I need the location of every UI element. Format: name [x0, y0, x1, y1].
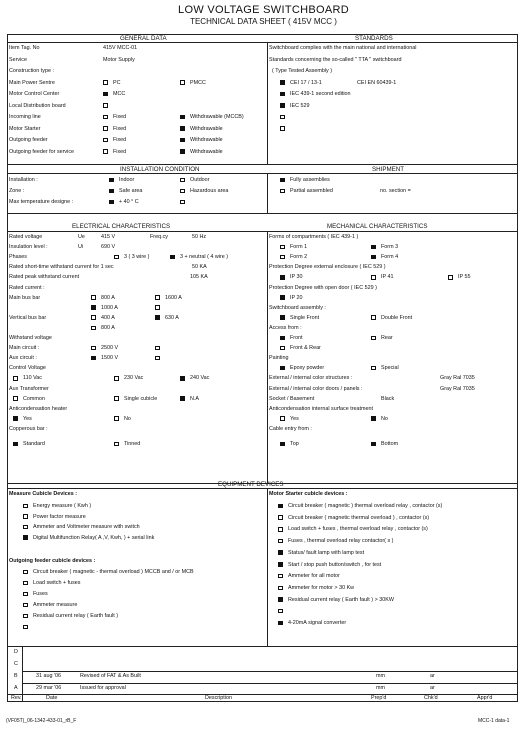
motor-starter-device-checkbox-unchecked[interactable]: [278, 574, 283, 579]
rated-voltage-label: Rated voltage: [9, 234, 43, 240]
revision-description: Revised of FAT & As Built: [80, 673, 141, 679]
form-opt-label: Form 2: [290, 254, 308, 261]
external-protection-opt-label: IP 41: [381, 274, 394, 281]
form-opt-checkbox-unchecked[interactable]: [280, 245, 285, 250]
short-time-current-label: Rated short-time withstand current for 1 sec: [9, 264, 114, 271]
revision-prepared: mm: [376, 673, 385, 679]
control-voltage-opt-label: 240 Vac: [190, 375, 210, 382]
page-title: LOW VOLTAGE SWITCHBOARD: [178, 4, 349, 16]
installation-opt-label: Hazardous area: [190, 188, 229, 194]
form-opt-label: Form 1: [290, 244, 308, 251]
general-row-value: Motor Supply: [103, 56, 135, 63]
control-voltage-opt-label: 230 Vac: [124, 375, 144, 382]
installation-row-label: Max temperature designe :: [9, 199, 74, 205]
installation-opt-label: + 40 ° C: [119, 199, 139, 205]
aux-circuit-alt-checkbox-unchecked[interactable]: [155, 356, 160, 361]
general-row-label: Item Tag. No: [9, 45, 40, 51]
revision-header-line: [8, 694, 517, 695]
phases-opt-checkbox-checked[interactable]: [170, 255, 175, 260]
general-row-label: Construction type :: [9, 68, 54, 74]
motor-starter-device-checkbox-checked[interactable]: [278, 597, 283, 602]
installation-opt-label: Indoor: [119, 177, 135, 183]
outgoing-device-checkbox-unchecked[interactable]: [23, 603, 28, 608]
assembly-label: Switchboard assembly :: [269, 304, 326, 311]
main-bus-opt-checkbox-unchecked[interactable]: [155, 295, 160, 300]
cable-entry-label: Cable entry from :: [269, 425, 312, 432]
assembly-opt-label: Double Front: [381, 314, 413, 321]
standards-item-checkbox-unchecked[interactable]: [280, 115, 285, 120]
external-protection-label: Protection Degree external enclosure ( IEC 529 ): [269, 264, 386, 271]
general-opt-checkbox-checked[interactable]: [180, 138, 185, 143]
cable-entry-opt-label: Top: [290, 441, 299, 448]
control-voltage-opt-checkbox-unchecked[interactable]: [114, 376, 119, 381]
access-label: Access from :: [269, 324, 302, 331]
installation-opt-checkbox-unchecked[interactable]: [180, 189, 185, 194]
cable-entry-opt-label: Bottom: [381, 441, 399, 448]
general-opt-label: Withdrawable: [190, 125, 223, 132]
footer-sheet-ref: MCC-1 data-1: [478, 718, 510, 724]
main-bus-opt-label: 800 A: [101, 294, 115, 301]
aux-circuit-label: Aux circuit :: [9, 355, 37, 362]
equipment-divider: [267, 488, 268, 646]
electrical-mechanical-divider: [267, 231, 268, 483]
open-door-protection-opt-checkbox-checked[interactable]: [280, 295, 285, 300]
form-opt-label: Form 3: [381, 244, 399, 251]
socket-value: Black: [381, 395, 395, 402]
measure-device-label: Digital Multifunction Relay( A ,V, Kwh, ) + serial link: [33, 534, 155, 541]
installation-opt-checkbox-unchecked[interactable]: [180, 200, 185, 205]
external-protection-opt-checkbox-unchecked[interactable]: [448, 275, 453, 280]
main-circuit-label: Main circuit :: [9, 345, 40, 352]
motor-starter-device-checkbox-checked[interactable]: [278, 621, 283, 626]
motor-starter-device-label: Residual current relay ( Earth fault ) > 30KW: [288, 596, 394, 603]
measure-device-checkbox-unchecked[interactable]: [23, 525, 28, 530]
revision-prepared: mm: [376, 685, 385, 691]
measure-cubicle-title: Measure Cubicle Devices :: [9, 491, 78, 497]
control-voltage-opt-label: 110 Vac: [23, 375, 42, 382]
access-opt-label: Front & Rear: [290, 345, 321, 352]
revision-checked: ar: [430, 673, 435, 679]
rated-voltage-value: 415 V: [101, 234, 116, 240]
door-color-value: Gray Ral 7035: [440, 385, 475, 392]
painting-opt-label: Special: [381, 365, 399, 372]
shipment-header: SHIPMENT: [372, 166, 404, 173]
revision-letter: D: [14, 649, 18, 655]
outgoing-device-label: Ammeter measure: [33, 602, 78, 608]
general-opt-checkbox-unchecked[interactable]: [103, 138, 108, 143]
access-opt-checkbox-unchecked[interactable]: [371, 336, 376, 341]
motor-starter-device-checkbox-unchecked[interactable]: [278, 609, 283, 614]
general-row-label: Main Power Sentre: [9, 79, 55, 86]
motor-starter-device-checkbox-checked[interactable]: [278, 562, 283, 567]
control-voltage-opt-checkbox-checked[interactable]: [180, 376, 185, 381]
peak-current-value: 105 KA: [190, 274, 208, 281]
motor-starter-device-label: Start / stop push button/switch , for test: [288, 561, 382, 568]
frequency-label: Freq.cy: [150, 234, 168, 240]
installation-opt-label: Outdoor: [190, 177, 210, 183]
shipment-item-checkbox-unchecked[interactable]: [280, 189, 285, 194]
general-opt-checkbox-checked[interactable]: [180, 115, 185, 120]
installation-opt-checkbox-checked[interactable]: [109, 178, 114, 183]
motor-starter-device-checkbox-unchecked[interactable]: [278, 515, 283, 520]
anticondensation-opt-label: Yes: [23, 415, 32, 422]
revision-col-prepared: Prep'd: [371, 694, 387, 701]
socket-label: Socket / Basement: [269, 395, 315, 402]
motor-starter-device-label: Load switch + fuses , thermal overload relay , contactor (s): [288, 526, 428, 533]
aux-transformer-opt-label: N.A: [190, 395, 199, 402]
outgoing-device-checkbox-unchecked[interactable]: [23, 625, 28, 630]
insulation-symbol: Ui: [78, 244, 84, 251]
copperous-bar-opt-label: Tinned: [124, 441, 141, 448]
phases-opt-label: 3 + neutral ( 4 wire ): [180, 254, 229, 261]
outgoing-device-checkbox-unchecked[interactable]: [23, 614, 28, 619]
motor-starter-device-label: 4-20mA signal converter: [288, 620, 347, 626]
revision-col-description: Description: [205, 694, 232, 701]
access-opt-checkbox-checked[interactable]: [280, 336, 285, 341]
main-bus-opt-label: 1600 A: [165, 294, 182, 301]
control-voltage-opt-checkbox-unchecked[interactable]: [13, 376, 18, 381]
shipment-sections: no. section =: [380, 188, 411, 194]
general-opt-label: Fixed: [113, 137, 127, 143]
control-voltage-label: Control Voltage: [9, 365, 46, 372]
page-subtitle: TECHNICAL DATA SHEET ( 415V MCC ): [190, 17, 337, 26]
general-opt-checkbox-unchecked[interactable]: [180, 80, 185, 85]
general-opt-label: Withdrawable (MCCB): [190, 114, 244, 120]
revision-description: Issued for approval: [80, 685, 126, 691]
aux-transformer-opt-label: Single cubicle: [124, 395, 158, 402]
rated-voltage-symbol: Ue: [78, 234, 85, 240]
revision-col-approved: Appr'd: [477, 694, 493, 701]
form-opt-checkbox-unchecked[interactable]: [280, 255, 285, 260]
external-protection-opt-checkbox-unchecked[interactable]: [371, 275, 376, 280]
assembly-opt-checkbox-unchecked[interactable]: [371, 315, 376, 320]
general-row-label: Motor Control Center: [9, 91, 60, 97]
outgoing-device-label: Residual current relay ( Earth fault ): [33, 613, 119, 619]
withstand-voltage-label: Withstand voltage: [9, 335, 52, 341]
phases-label: Phases: [9, 254, 27, 261]
general-opt-label: MCC: [113, 91, 126, 97]
general-opt-label: Withdrawable: [190, 137, 223, 143]
general-row-value: 415V MCC-01: [103, 45, 138, 51]
installation-opt-checkbox-unchecked[interactable]: [180, 178, 185, 183]
access-opt-label: Rear: [381, 335, 393, 341]
frequency-value: 50 Hz: [192, 234, 207, 240]
surface-treatment-opt-label: No: [381, 415, 388, 422]
revision-row-line: [22, 683, 517, 684]
general-row-label: Outgoing feeder: [9, 137, 48, 143]
outgoing-cubicle-title: Outgoing feeder cubicle devices :: [9, 558, 96, 564]
main-bus-label: Main bus bar: [9, 294, 41, 301]
general-opt-label: Fixed: [113, 125, 127, 132]
main-circuit-checkbox-unchecked[interactable]: [91, 346, 96, 351]
general-opt-label: Fixed: [113, 148, 127, 155]
footer-document-code: (VF05T)_06-1342-433-01_rB_F: [6, 718, 77, 724]
aux-transformer-opt-checkbox-unchecked[interactable]: [114, 396, 119, 401]
revision-date: 31 aug '06: [36, 673, 62, 679]
external-protection-opt-checkbox-checked[interactable]: [280, 275, 285, 280]
copperous-bar-opt-checkbox-unchecked[interactable]: [114, 442, 119, 447]
general-opt-label: Fixed: [113, 114, 127, 120]
structure-color-value: Gray Ral 7035: [440, 375, 475, 382]
copperous-bar-label: Copperous bar :: [9, 425, 48, 432]
revision-letter: B: [14, 673, 18, 679]
general-opt-label: Withdrawable: [190, 148, 223, 155]
aux-transformer-opt-label: Common: [23, 395, 45, 402]
general-opt-checkbox-checked[interactable]: [180, 126, 185, 131]
outgoing-device-checkbox-unchecked[interactable]: [23, 592, 28, 597]
revision-date: 29 mar '06: [36, 685, 62, 691]
aux-transformer-opt-checkbox-checked[interactable]: [180, 396, 185, 401]
revision-letter: A: [14, 685, 18, 691]
surface-treatment-opt-label: Yes: [290, 415, 299, 422]
painting-opt-label: Epoxy powder: [290, 365, 325, 372]
shipment-item-checkbox-checked[interactable]: [280, 178, 285, 183]
standards-item-checkbox-checked[interactable]: [280, 80, 285, 85]
section-divider: [8, 213, 517, 214]
general-opt-checkbox-checked[interactable]: [103, 92, 108, 97]
motor-starter-title: Motor Starter cubicle devices :: [269, 491, 348, 497]
shipment-item-label: Fully assemblies: [290, 177, 330, 183]
revision-letter: C: [14, 661, 18, 667]
motor-starter-device-label: Ammeter for motor > 30 Kw: [288, 584, 355, 591]
vertical-bus-opt-label: 400 A: [101, 314, 115, 321]
measure-device-checkbox-unchecked[interactable]: [23, 504, 28, 509]
main-circuit-alt-checkbox-unchecked[interactable]: [155, 346, 160, 351]
installation-row-label: Installation :: [9, 177, 38, 183]
door-color-label: External / internal color doors / panels :: [269, 385, 363, 392]
general-data-header: GENERAL DATA: [120, 35, 167, 42]
general-opt-checkbox-checked[interactable]: [180, 149, 185, 154]
general-opt-checkbox-unchecked[interactable]: [103, 80, 108, 85]
standards-header: STANDARDS: [355, 35, 393, 42]
copperous-bar-opt-label: Standard: [23, 441, 45, 448]
outgoing-device-label: Fuses: [33, 591, 48, 597]
aux-transformer-opt-checkbox-unchecked[interactable]: [13, 396, 18, 401]
cable-entry-opt-checkbox-checked[interactable]: [280, 442, 285, 447]
insulation-label: Insulation level :: [9, 244, 48, 251]
surface-treatment-opt-checkbox-checked[interactable]: [371, 416, 376, 421]
insulation-value: 690 V: [101, 244, 116, 251]
equipment-header-underline: [8, 488, 517, 489]
aux-circuit-value: 1500 V: [101, 355, 119, 362]
form-opt-label: Form 4: [381, 254, 399, 261]
standards-item-checkbox-checked[interactable]: [280, 103, 285, 108]
anticondensation-opt-checkbox-unchecked[interactable]: [114, 416, 119, 421]
form-opt-checkbox-checked[interactable]: [371, 245, 376, 250]
main-bus-opt-checkbox-unchecked[interactable]: [155, 305, 160, 310]
general-row-label: Local Distribution board: [9, 102, 66, 109]
measure-device-label: Ammeter and Voltmeter measure with switch: [33, 524, 140, 530]
general-row-label: Motor Starter: [9, 125, 41, 132]
vertical-bus-opt-label: 800 A: [101, 324, 115, 331]
installation-opt-checkbox-checked[interactable]: [109, 200, 114, 205]
vertical-bus-opt-checkbox-unchecked[interactable]: [91, 315, 96, 320]
installation-row-label: Zone :: [9, 188, 25, 194]
main-bus-opt-checkbox-unchecked[interactable]: [91, 295, 96, 300]
general-header-underline: [8, 42, 517, 43]
standards-item-label: CEI 17 / 13-1: [290, 79, 322, 86]
assembly-opt-checkbox-checked[interactable]: [280, 315, 285, 320]
painting-label: Painting: [269, 355, 289, 362]
installation-opt-label: Safe area: [119, 188, 143, 194]
standards-item-label: IEC 529: [290, 102, 310, 109]
general-opt-checkbox-unchecked[interactable]: [103, 115, 108, 120]
main-bus-opt-checkbox-checked[interactable]: [91, 305, 96, 310]
installation-header: INSTALLATION CONDITION: [120, 166, 200, 173]
main-circuit-value: 2500 V: [101, 345, 119, 352]
mechanical-header: MECHANICAL CHARACTERISTICS: [327, 223, 428, 230]
characteristics-header-underline: [8, 231, 517, 232]
motor-starter-device-checkbox-unchecked[interactable]: [278, 539, 283, 544]
installation-header-underline: [8, 173, 517, 174]
motor-starter-device-label: Circuit breaker ( magnetic ) thermal overload relay , contactor (s): [288, 503, 443, 509]
motor-starter-device-checkbox-checked[interactable]: [278, 550, 283, 555]
painting-opt-checkbox-unchecked[interactable]: [371, 366, 376, 371]
outgoing-device-checkbox-unchecked[interactable]: [23, 570, 28, 575]
standards-item-alt: CEI EN 60439-1: [357, 79, 397, 86]
motor-starter-device-checkbox-unchecked[interactable]: [278, 527, 283, 532]
motor-starter-device-label: Status/ fault lamp with lamp test: [288, 549, 365, 556]
standards-item-checkbox-unchecked[interactable]: [280, 126, 285, 131]
section-divider: [8, 646, 517, 647]
aux-transformer-label: Aux Transformer: [9, 385, 49, 392]
open-door-protection-label: Protection Degree with open door ( IEC 529 ): [269, 284, 377, 291]
form-opt-checkbox-checked[interactable]: [371, 255, 376, 260]
short-time-current-value: 50 KA: [192, 264, 207, 271]
general-opt-checkbox-unchecked[interactable]: [103, 149, 108, 154]
measure-device-label: Power factor measure: [33, 513, 86, 520]
anticondensation-label: Anticondensation heater: [9, 405, 68, 412]
peak-current-label: Rated peak withstand current: [9, 274, 80, 281]
equipment-header: EQUIPMENT DEVICES: [218, 481, 284, 488]
motor-starter-device-label: Ammeter for all motor: [288, 573, 340, 580]
datasheet-frame: [7, 34, 518, 702]
external-protection-opt-label: IP 55: [458, 274, 471, 281]
structure-color-label: External / internal color structures :: [269, 375, 353, 382]
measure-device-label: Energy measure ( Kwh ): [33, 503, 92, 509]
electrical-header: ELECTRICAL CHARACTERISTICS: [72, 223, 171, 230]
anticondensation-opt-checkbox-checked[interactable]: [13, 416, 18, 421]
open-door-protection-opt-label: IP 20: [290, 294, 303, 301]
outgoing-device-label: Load switch + fuses: [33, 580, 81, 586]
revision-row-line: [22, 671, 517, 672]
motor-starter-device-checkbox-unchecked[interactable]: [278, 586, 283, 591]
standards-item-checkbox-checked[interactable]: [280, 92, 285, 97]
general-standards-divider: [267, 42, 268, 164]
general-opt-label: PMCC: [190, 79, 206, 86]
general-row-label: Outgoing feeder for service: [9, 148, 75, 155]
revision-col-checked: Chk'd: [424, 694, 438, 701]
vertical-bus-opt-label: 630 A: [165, 314, 179, 321]
motor-starter-device-label: Circuit breaker ( magnetic thermal overload ) , contactor (s): [288, 514, 430, 521]
cable-entry-opt-checkbox-checked[interactable]: [371, 442, 376, 447]
copperous-bar-opt-checkbox-checked[interactable]: [13, 442, 18, 447]
forms-label: Forms of compartments ( IEC 439-1 ): [269, 234, 359, 240]
measure-device-checkbox-unchecked[interactable]: [23, 514, 28, 519]
access-opt-label: Front: [290, 335, 303, 341]
general-opt-checkbox-unchecked[interactable]: [103, 103, 108, 108]
rated-current-label: Rated current :: [9, 284, 45, 291]
general-row-label: Incoming line: [9, 114, 41, 120]
measure-device-checkbox-checked[interactable]: [23, 535, 28, 540]
motor-starter-device-label: Fuses , thermal overload relay contactor( s ): [288, 538, 394, 545]
standards-text: Switchboard complies with the main national and international: [269, 45, 417, 51]
revision-checked: ar: [430, 685, 435, 691]
access-opt-checkbox-unchecked[interactable]: [280, 346, 285, 351]
vertical-bus-label: Vertical bus bar: [9, 314, 47, 321]
anticondensation-opt-label: No: [124, 415, 131, 422]
surface-treatment-label: Anticondensation internal surface treatment: [269, 405, 373, 412]
standards-text: ( Type Tested Assembly ): [272, 68, 333, 74]
revision-col-rev: Rev.: [11, 694, 22, 701]
vertical-bus-opt-checkbox-checked[interactable]: [155, 315, 160, 320]
revision-col-date: Date: [46, 694, 58, 701]
standards-item-label: IEC 439-1 second edition: [290, 91, 351, 97]
outgoing-device-label: Circuit breaker ( magnetic - thermal overload ) MCCB and / or MCB: [33, 569, 194, 575]
assembly-opt-label: Single Front: [290, 314, 320, 321]
painting-opt-checkbox-checked[interactable]: [280, 366, 285, 371]
installation-shipment-divider: [267, 173, 268, 213]
surface-treatment-opt-checkbox-unchecked[interactable]: [280, 416, 285, 421]
standards-text: Standards concerning the so-called " TTA " switchboard: [269, 56, 402, 63]
external-protection-opt-label: IP 30: [290, 274, 303, 281]
phases-opt-label: 3 ( 3 wire ): [124, 254, 150, 261]
motor-starter-device-checkbox-checked[interactable]: [278, 504, 283, 509]
general-opt-checkbox-unchecked[interactable]: [103, 126, 108, 131]
shipment-item-label: Partial assembled: [290, 188, 333, 194]
phases-opt-checkbox-unchecked[interactable]: [114, 255, 119, 260]
general-row-label: Service: [9, 56, 27, 63]
section-divider: [8, 164, 517, 165]
vertical-bus-opt-checkbox-unchecked[interactable]: [91, 326, 96, 331]
aux-circuit-checkbox-checked[interactable]: [91, 356, 96, 361]
installation-opt-checkbox-checked[interactable]: [109, 189, 114, 194]
outgoing-device-checkbox-unchecked[interactable]: [23, 581, 28, 586]
main-bus-opt-label: 1000 A: [101, 304, 118, 311]
general-opt-label: PC: [113, 79, 121, 86]
